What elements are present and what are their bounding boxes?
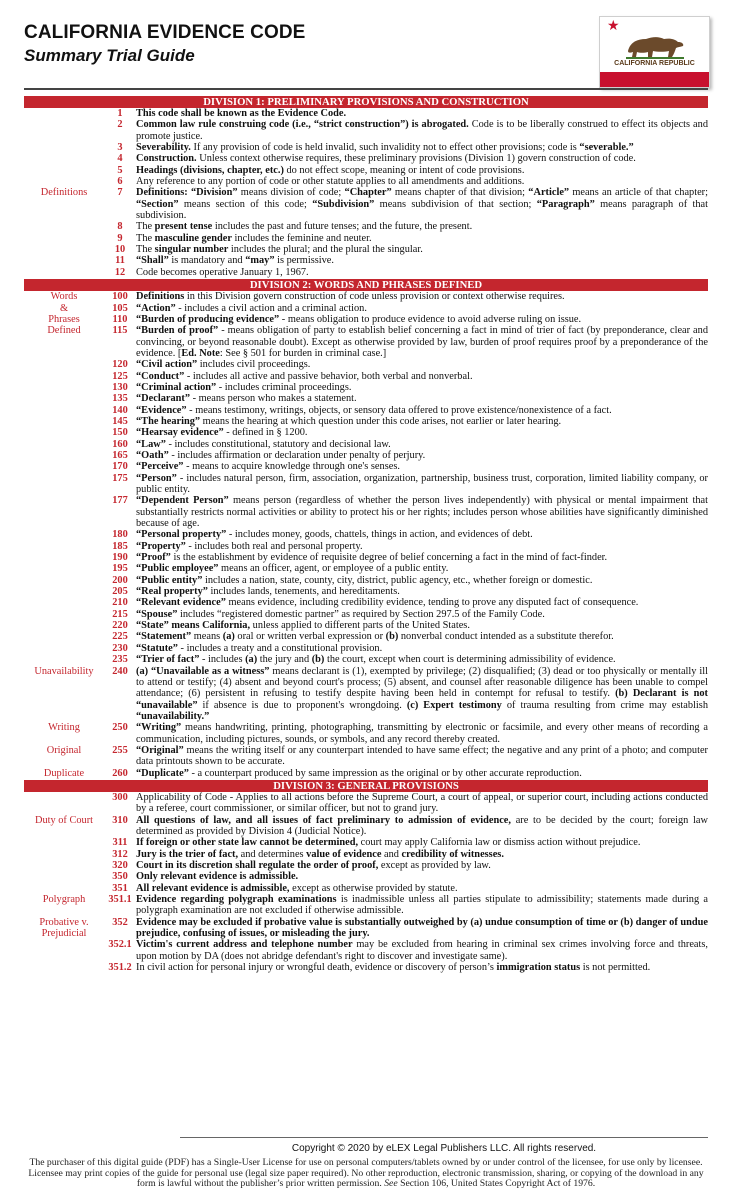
section-number: 4 xyxy=(117,153,123,165)
section-text: “State” means California, unless applied to different parts of the United States. xyxy=(136,620,470,632)
code-section-row xyxy=(24,745,708,768)
topic-label: & xyxy=(59,302,69,314)
section-text: “Burden of producing evidence” - means obligation to produce evidence to avoid adverse ruling on issue. xyxy=(136,313,582,325)
code-section-row xyxy=(24,416,708,427)
section-text: Only relevant evidence is admissible. xyxy=(136,871,299,883)
section-text: “Shall” is mandatory and “may” is permissive. xyxy=(136,255,334,267)
code-section-row xyxy=(24,609,708,620)
section-number: 105 xyxy=(112,302,128,314)
section-text: “Dependent Person” means person (regardless of whether the person lives independently) with physical or mental impairment that substantially restricts normal activities or ability to protect his or her rights; includes person whose abilities have significantly diminished because of age. xyxy=(136,495,708,530)
division-header: DIVISION 3: GENERAL PROVISIONS xyxy=(24,780,708,792)
section-number: 165 xyxy=(112,449,128,461)
section-number: 230 xyxy=(112,642,128,654)
section-text: “Action” - includes a civil action and a criminal action. xyxy=(136,302,367,314)
code-section-row xyxy=(24,291,708,302)
section-text: All questions of law, and all issues of fact preliminary to admission of evidence, are to be decided by the court; foreign law determined as provided by Division 4 (Judicial Notice). xyxy=(136,814,708,837)
code-section-row xyxy=(24,303,708,314)
code-section-row xyxy=(24,325,708,359)
section-text: “Writing” means handwriting, printing, photographing, transmitting by electronic or facsimile, and every other means of recording a communication, including pictures, sounds, or symbols, and any record thereby created. xyxy=(136,722,708,745)
topic-label: Definitions xyxy=(40,187,88,199)
code-section-row xyxy=(24,860,708,871)
section-number: 11 xyxy=(115,255,125,267)
code-section-row xyxy=(24,586,708,597)
section-number: 260 xyxy=(112,767,128,779)
section-number: 215 xyxy=(112,608,128,620)
topic-label: Words xyxy=(50,291,78,303)
section-text: “Statement” means (a) oral or written verbal expression or (b) nonverbal conduct intended as a substitute therefor. xyxy=(136,631,614,643)
code-section-row xyxy=(24,917,708,940)
code-section-row xyxy=(24,233,708,244)
section-number: 177 xyxy=(112,495,128,507)
header-divider xyxy=(24,88,708,90)
code-section-row xyxy=(24,575,708,586)
section-text: “Public employee” means an officer, agent, or employee of a public entity. xyxy=(136,563,449,575)
section-text: “Spouse” includes “registered domestic partner” as required by Section 297.5 of the Family Code. xyxy=(136,608,545,620)
document-subtitle: Summary Trial Guide xyxy=(24,46,195,65)
topic-label: Defined xyxy=(47,325,81,337)
code-section-row xyxy=(24,450,708,461)
code-section-row xyxy=(24,255,708,266)
code-section-row xyxy=(24,176,708,187)
section-text: In civil action for personal injury or wrongful death, evidence or discovery of person’s immigration status is not permitted. xyxy=(136,962,651,974)
section-text: “Conduct” - includes all active and passive behavior, both verbal and nonverbal. xyxy=(136,370,473,382)
section-number: 9 xyxy=(117,232,123,244)
code-section-row xyxy=(24,473,708,496)
section-text: “Statute” - includes a treaty and a constitutional provision. xyxy=(136,642,383,654)
section-number: 320 xyxy=(112,860,128,871)
topic-label: Writing xyxy=(48,722,80,734)
section-text: Common law rule construing code (i.e., “strict construction”) is abrogated. Code is to be liberally construed to effect its objects and promote justice. xyxy=(136,119,708,142)
section-text: “The hearing” means the hearing at which question under this code arises, not earlier or later hearing. xyxy=(136,415,562,427)
section-text: Headings (divisions, chapter, etc.) do not effect scope, meaning or intent of code provisions. xyxy=(136,164,525,176)
code-section-row xyxy=(24,643,708,654)
section-text: “Hearsay evidence” - defined in § 1200. xyxy=(136,427,308,439)
section-text: “Personal property” - includes money, goods, chattels, things in action, and evidences of debt. xyxy=(136,529,533,541)
section-text: “Evidence” - means testimony, writings, objects, or sensory data offered to prove existence/nonexistence of a fact. xyxy=(136,404,612,416)
section-number: 200 xyxy=(112,574,128,586)
code-section-row xyxy=(24,165,708,176)
section-text: “Declarant” - means person who makes a statement. xyxy=(136,393,357,405)
code-section-row xyxy=(24,837,708,848)
footer-divider xyxy=(180,1137,708,1138)
section-number: 8 xyxy=(117,221,123,233)
section-number: 351 xyxy=(112,882,128,894)
section-number: 145 xyxy=(112,415,128,427)
section-number: 250 xyxy=(112,722,128,734)
section-number: 125 xyxy=(112,370,128,382)
section-number: 255 xyxy=(112,744,128,756)
section-text: Jury is the trier of fact, and determines value of evidence and credibility of witnesses. xyxy=(136,848,504,860)
section-text: Definitions in this Division govern construction of code unless provision or context otherwise requires. xyxy=(136,291,565,303)
section-number: 6 xyxy=(117,176,123,188)
code-section-row xyxy=(24,883,708,894)
section-text: If foreign or other state law cannot be determined, court may apply California law or dismiss action without prejudice. xyxy=(136,837,641,849)
section-text: Severability. If any provision of code is held invalid, such invalidity not to effect other provisions; code is “severable.” xyxy=(136,142,634,154)
section-number: 10 xyxy=(114,244,126,256)
code-section-row xyxy=(24,552,708,563)
code-section-row xyxy=(24,541,708,552)
code-section-row xyxy=(24,792,708,815)
section-text: “Property” - includes both real and personal property. xyxy=(136,540,363,552)
section-number: 100 xyxy=(112,291,128,303)
code-section-row xyxy=(24,871,708,882)
section-text: Any reference to any portion of code or other statute applies to all amendments and additions. xyxy=(136,176,525,188)
code-section-row xyxy=(24,654,708,665)
section-number: 170 xyxy=(112,461,128,473)
code-section-row xyxy=(24,849,708,860)
section-text: “Relevant evidence” means evidence, including credibility evidence, tending to prove any disputed fact of consequence. xyxy=(136,597,639,609)
section-text: The singular number includes the plural; and the plural the singular. xyxy=(136,244,423,256)
flag-label: CALIFORNIA REPUBLIC xyxy=(614,60,695,67)
section-number: 190 xyxy=(112,552,128,564)
section-text: (a) “Unavailable as a witness” means declarant is (1), exempted by privilege; (2) disqualified; (3) dead or too physically or mentally ill to attend or testify; (4) absent and beyond court's process; (5) absent, and counsel after reasonable diligence has been unable to compel attendance; (6) persistent in refusing to testify despite having been held in contempt for refusal to testify. (b) Declarant is not “unavailable” if absence is due to proponent's wrongdoing. (c) Expert testimony of trauma resulting from crime may establish “unavailability.” xyxy=(136,665,709,722)
section-number: 1 xyxy=(117,108,123,119)
section-text: “Civil action” includes civil proceedings. xyxy=(136,359,311,371)
code-section-row xyxy=(24,382,708,393)
section-text: “Criminal action” - includes criminal proceedings. xyxy=(136,381,352,393)
topic-label: Duty of Court xyxy=(34,814,94,826)
section-number: 351.1 xyxy=(108,894,132,906)
section-text: “Perceive” - means to acquire knowledge through one's senses. xyxy=(136,461,400,473)
section-number: 352.1 xyxy=(108,939,132,951)
topic-label: Polygraph xyxy=(42,894,86,906)
section-text: “Law” - includes constitutional, statutory and decisional law. xyxy=(136,438,391,450)
code-section-row xyxy=(24,631,708,642)
section-text: “Person” - includes natural person, firm, association, organization, partnership, business trust, corporation, limited liability company, or public entity. xyxy=(136,472,708,495)
section-number: 180 xyxy=(112,529,128,541)
section-text: Applicability of Code - Applies to all actions before the Supreme Court, a court of appeal, or superior court, including actions conducted by a referee, court commissioner, or similar officer, but not to grand jury. xyxy=(136,791,708,815)
code-section-row xyxy=(24,221,708,232)
license-notice: The purchaser of this digital guide (PDF) has a Single-User License for use on personal computers/tablets owned by or under control of the licensee, for use only by licensee. Licensee may print copies of the guide for personal use (legal size paper required). No other reproduction, electronic transmission, sharing, or copying of the download in any form is lawful without the publisher’s prior written permission. See Section 106, United States Copyright Act of 1976. xyxy=(28,1157,704,1190)
section-number: 3 xyxy=(117,142,123,154)
division-header: DIVISION 2: WORDS AND PHRASES DEFINED xyxy=(24,279,708,291)
california-flag-icon xyxy=(599,16,710,88)
section-text: “Proof” is the establishment by evidence of requisite degree of belief concerning a fact in the mind of fact-finder. xyxy=(136,552,608,564)
code-section-row xyxy=(24,405,708,416)
section-number: 12 xyxy=(114,266,126,278)
section-text: Definitions: “Division” means division of code; “Chapter” means chapter of that division; “Article” means an article of that chapter; “Section” means section of this code; “Subdivision” means subdivision of that section; “Paragraph” means paragraph of that subdivision. xyxy=(136,187,709,222)
section-text: Victim's current address and telephone number may be excluded from hearing in criminal sex crimes involving force and threats, upon motion by DA (does not abridge defendant's right to discover and investigate same). xyxy=(136,939,709,962)
code-section-row xyxy=(24,108,708,119)
section-text: “Original” means the writing itself or any counterpart intended to have same effect; the negative and any print of a photo; and computer data printouts shown to be accurate. xyxy=(136,744,708,768)
section-number: 310 xyxy=(112,814,128,826)
code-section-row xyxy=(24,939,708,962)
code-section-row xyxy=(24,314,708,325)
section-number: 210 xyxy=(112,597,128,609)
topic-label: Duplicate xyxy=(43,767,85,779)
code-section-row xyxy=(24,371,708,382)
code-section-row xyxy=(24,894,708,917)
section-number: 311 xyxy=(112,837,128,849)
code-section-row xyxy=(24,666,708,723)
bear-icon xyxy=(622,31,688,61)
code-section-row xyxy=(24,563,708,574)
section-text: “Trier of fact” - includes (a) the jury and (b) the court, except when court is determining admissibility of evidence. xyxy=(136,654,616,666)
section-number: 185 xyxy=(112,540,128,552)
code-section-row xyxy=(24,815,708,838)
section-number: 2 xyxy=(117,119,123,131)
section-text: “Burden of proof” - means obligation of party to establish belief concerning a fact in mind of trier of fact (by preponderance, clear and convincing, or beyond reasonable doubt). Except as otherwise provided by law, burden of proof requires proof by a preponderance of the evidence. [Ed. Note: See § 501 for burden in criminal case.] xyxy=(136,325,708,359)
code-section-row xyxy=(24,267,708,278)
section-number: 150 xyxy=(112,427,128,439)
section-text: “Oath” - includes affirmation or declaration under penalty of perjury. xyxy=(136,449,426,461)
section-number: 140 xyxy=(112,404,128,416)
section-text: The masculine gender includes the feminine and neuter. xyxy=(136,232,372,244)
section-number: 120 xyxy=(112,359,128,371)
section-number: 350 xyxy=(112,871,128,883)
topic-label: Phrases xyxy=(48,313,80,325)
section-number: 115 xyxy=(112,325,128,337)
document-title: CALIFORNIA EVIDENCE CODE xyxy=(24,22,306,43)
evidence-code-body xyxy=(24,95,708,973)
code-section-row xyxy=(24,461,708,472)
section-number: 352 xyxy=(112,916,128,928)
code-section-row xyxy=(24,359,708,370)
division-header: DIVISION 1: PRELIMINARY PROVISIONS AND CONSTRUCTION xyxy=(24,96,708,108)
section-text: Evidence may be excluded if probative value is substantially outweighed by (a) undue consumption of time or (b) danger of undue prejudice, confusing of issues, or misleading the jury. xyxy=(136,916,708,940)
code-section-row xyxy=(24,427,708,438)
section-number: 5 xyxy=(117,164,123,176)
code-section-row xyxy=(24,439,708,450)
star-icon: ★ xyxy=(607,19,620,34)
section-number: 220 xyxy=(112,620,128,632)
copyright-notice: Copyright © 2020 by eLEX Legal Publishers LLC. All rights reserved. xyxy=(291,1143,597,1154)
topic-label: Original xyxy=(46,744,82,756)
section-number: 130 xyxy=(112,381,128,393)
code-section-row xyxy=(24,722,708,745)
section-number: 110 xyxy=(112,313,128,325)
topic-label: Probative v. Prejudicial xyxy=(39,916,89,940)
code-section-row xyxy=(24,597,708,608)
section-text: All relevant evidence is admissible, except as otherwise provided by statute. xyxy=(136,882,458,894)
code-section-row xyxy=(24,495,708,529)
code-section-row xyxy=(24,244,708,255)
section-text: Code becomes operative January 1, 1967. xyxy=(136,266,309,278)
topic-label: Unavailability xyxy=(34,665,94,677)
section-number: 205 xyxy=(112,586,128,598)
code-section-row xyxy=(24,153,708,164)
code-section-row xyxy=(24,142,708,153)
section-number: 135 xyxy=(112,393,128,405)
section-number: 160 xyxy=(112,438,128,450)
code-section-row xyxy=(24,620,708,631)
section-number: 7 xyxy=(117,187,123,199)
section-number: 312 xyxy=(112,848,128,860)
flag-stripe xyxy=(600,72,709,87)
section-number: 225 xyxy=(112,631,128,643)
section-text: “Public entity” includes a nation, state, county, city, district, public agency, etc., whether foreign or domestic. xyxy=(136,574,593,586)
code-section-row xyxy=(24,393,708,404)
code-section-row xyxy=(24,529,708,540)
section-number: 240 xyxy=(112,665,128,677)
code-section-row xyxy=(24,962,708,973)
code-section-row xyxy=(24,768,708,779)
section-number: 235 xyxy=(112,654,128,666)
section-text: “Duplicate” - a counterpart produced by same impression as the original or by other accurate reproduction. xyxy=(136,767,582,779)
section-number: 175 xyxy=(112,472,128,484)
section-number: 300 xyxy=(112,791,128,803)
section-number: 351.2 xyxy=(108,962,132,974)
code-section-row xyxy=(24,187,708,221)
section-number: 195 xyxy=(112,563,128,575)
section-text: This code shall be known as the Evidence Code. xyxy=(136,108,347,119)
section-text: “Real property” includes lands, tenements, and hereditaments. xyxy=(136,586,400,598)
section-text: Court in its discretion shall regulate the order of proof, except as provided by law. xyxy=(136,860,491,871)
section-text: Construction. Unless context otherwise requires, these preliminary provisions (Division 1) govern construction of code. xyxy=(136,153,636,165)
section-text: The present tense includes the past and future tenses; and the future, the present. xyxy=(136,221,473,233)
section-text: Evidence regarding polygraph examinations is inadmissible unless all parties stipulate to admissibility; statements made during a polygraph examination are not excluded if otherwise admissible. xyxy=(136,894,709,917)
code-section-row xyxy=(24,119,708,142)
